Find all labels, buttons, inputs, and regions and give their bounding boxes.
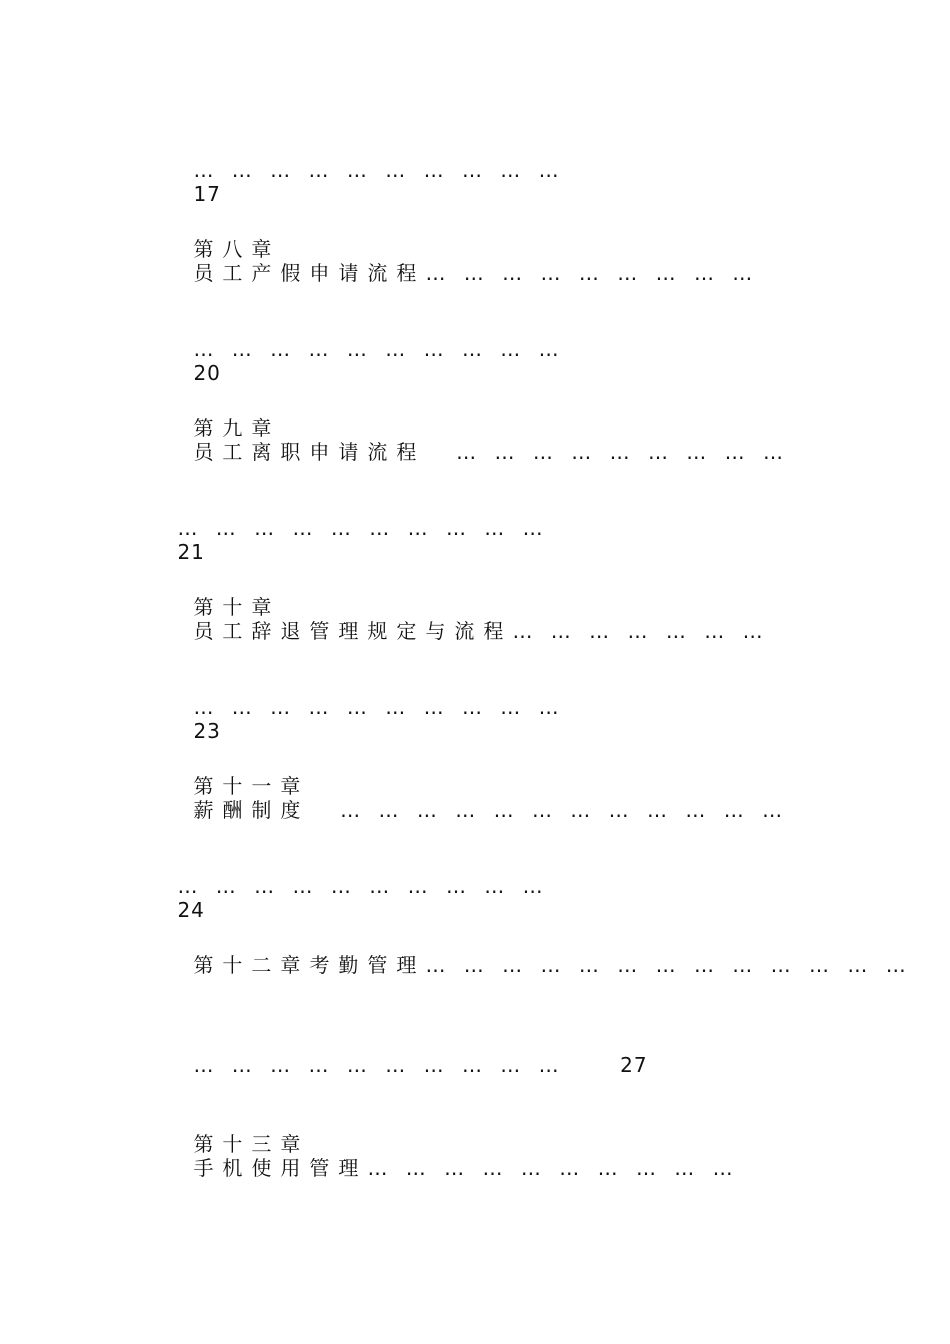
toc-entry-chapter-8[interactable]: [132, 213, 752, 309]
toc-continuation-line: [132, 1029, 648, 1101]
toc-chapter-number: 第十三章: [193, 1132, 310, 1156]
toc-leader-dots: … … … … … … … … …: [425, 261, 753, 285]
toc-leader-dots: … … … … … … … … … … … …: [340, 798, 783, 822]
toc-leader-dots: … … … … … … … … … …: [193, 158, 559, 182]
toc-chapter-number: 第十章: [193, 595, 281, 619]
toc-leader-dots: … … … … … … … … … … … … …: [425, 953, 906, 977]
toc-entry-chapter-9[interactable]: [132, 392, 783, 488]
toc-chapter-title: 薪酬制度: [193, 798, 310, 822]
toc-entry-chapter-11[interactable]: [132, 750, 782, 846]
toc-entry-chapter-13[interactable]: [132, 1108, 733, 1204]
toc-page-number: 20: [193, 361, 221, 385]
toc-entry-chapter-12[interactable]: [132, 929, 906, 1001]
toc-chapter-title: 员工辞退管理规定与流程: [193, 619, 513, 643]
toc-chapter-number: 第十一章: [193, 774, 310, 798]
toc-chapter-number: 第九章: [193, 416, 281, 440]
toc-leader-dots: … … … … … … … … … …: [193, 695, 559, 719]
toc-leader-dots: … … … … … … … … …: [456, 440, 784, 464]
toc-chapter-title: 员工产假申请流程: [193, 261, 426, 285]
toc-chapter-title: 考勤管理: [309, 953, 426, 977]
toc-page-number: 23: [193, 719, 221, 743]
toc-chapter-number: 第八章: [193, 237, 281, 261]
toc-leader-dots: … … … … … … … … … …: [367, 1156, 733, 1180]
toc-chapter-number: 第十二章: [193, 953, 310, 977]
toc-page-number: 21: [177, 540, 205, 564]
toc-leader-dots: … … … … … … …: [512, 619, 763, 643]
toc-chapter-title: 员工离职申请流程: [193, 440, 426, 464]
toc-chapter-title: 手机使用管理: [193, 1156, 368, 1180]
toc-entry-chapter-10[interactable]: [132, 571, 763, 667]
toc-page-number: 17: [193, 182, 221, 206]
toc-leader-dots: … … … … … … … … … …: [193, 1053, 559, 1077]
toc-leader-dots: … … … … … … … … … …: [193, 337, 559, 361]
toc-leader-dots: … … … … … … … … … …: [177, 874, 543, 898]
toc-leader-dots: … … … … … … … … … …: [177, 516, 543, 540]
toc-page-number: 24: [177, 898, 205, 922]
toc-page-number: 27: [620, 1053, 648, 1077]
